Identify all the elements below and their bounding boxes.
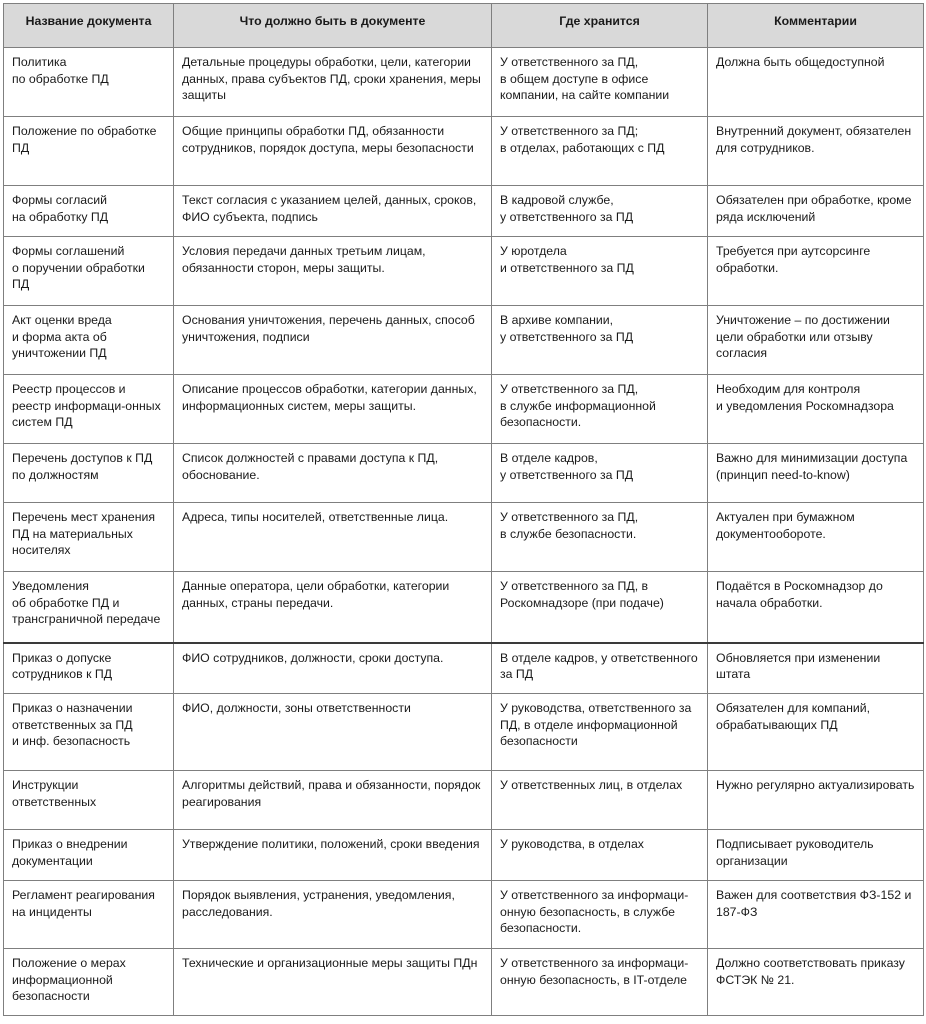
cell-document-name: Реестр процессов и реестр информаци-онных систем ПД [4, 375, 174, 444]
cell-document-content: ФИО, должности, зоны ответственности [174, 694, 492, 771]
cell-comment: Обновляется при изменении штата [708, 643, 924, 694]
cell-storage-location: У ответственного за ПД, в службе информационной безопасности. [492, 375, 708, 444]
cell-storage-location: В кадровой службе, у ответственного за ПД [492, 186, 708, 237]
cell-storage-location: У руководства, ответственного за ПД, в отделе информационной безопасности [492, 694, 708, 771]
table-row [4, 375, 924, 444]
cell-document-name: Приказ о допуске сотрудников к ПД [4, 643, 174, 694]
cell-storage-location: У ответственного за информаци-онную безопасность, в IT-отделе [492, 949, 708, 1016]
table-row [4, 949, 924, 1016]
cell-storage-location: В архиве компании, у ответственного за ПД [492, 306, 708, 375]
header-document-name: Название документа [4, 4, 174, 48]
table-header [4, 4, 924, 48]
cell-document-name: Положение о мерах информационной безопасности [4, 949, 174, 1016]
cell-document-name: Уведомления об обработке ПД и трансграничной передаче [4, 572, 174, 643]
cell-document-content: Адреса, типы носителей, ответственные лица. [174, 503, 492, 572]
cell-document-name: Акт оценки вреда и форма акта об уничтожении ПД [4, 306, 174, 375]
cell-document-name: Формы соглашений о поручении обработки ПД [4, 237, 174, 306]
cell-storage-location: У ответственного за ПД, в общем доступе в офисе компании, на сайте компании [492, 48, 708, 117]
cell-document-name: Инструкции ответственных [4, 771, 174, 830]
cell-document-content: Детальные процедуры обработки, цели, категории данных, права субъектов ПД, сроки хранения, меры защиты [174, 48, 492, 117]
cell-comment: Важен для соответствия ФЗ-152 и 187-ФЗ [708, 881, 924, 949]
cell-document-name: Регламент реагирования на инциденты [4, 881, 174, 949]
cell-document-content: Описание процессов обработки, категории данных, информационных систем, меры защиты. [174, 375, 492, 444]
table-row [4, 444, 924, 503]
cell-comment: Необходим для контроля и уведомления Роскомнадзора [708, 375, 924, 444]
cell-document-name: Приказ о внедрении документации [4, 830, 174, 881]
cell-comment: Должно соответствовать приказу ФСТЭК № 21. [708, 949, 924, 1016]
table-row [4, 306, 924, 375]
table-row [4, 830, 924, 881]
table-row [4, 237, 924, 306]
cell-document-content: Основания уничтожения, перечень данных, способ уничтожения, подписи [174, 306, 492, 375]
cell-storage-location: У ответственных лиц, в отделах [492, 771, 708, 830]
table-row [4, 503, 924, 572]
cell-storage-location: В отделе кадров, у ответственного за ПД [492, 643, 708, 694]
cell-comment: Подписывает руководитель организации [708, 830, 924, 881]
table-row [4, 771, 924, 830]
documents-table [3, 3, 924, 1016]
cell-storage-location: У юротдела и ответственного за ПД [492, 237, 708, 306]
cell-comment: Внутренний документ, обязателен для сотрудников. [708, 117, 924, 186]
cell-storage-location: У ответственного за ПД, в Роскомнадзоре (при подаче) [492, 572, 708, 643]
cell-comment: Обязателен при обработке, кроме ряда исключений [708, 186, 924, 237]
cell-comment: Важно для минимизации доступа (принцип need-to-know) [708, 444, 924, 503]
cell-comment: Требуется при аутсорсинге обработки. [708, 237, 924, 306]
table-row [4, 694, 924, 771]
cell-document-content: Данные оператора, цели обработки, категории данных, страны передачи. [174, 572, 492, 643]
table-body [4, 48, 924, 1016]
table-row [4, 643, 924, 694]
cell-document-name: Положение по обработке ПД [4, 117, 174, 186]
cell-document-content: Общие принципы обработки ПД, обязанности сотрудников, порядок доступа, меры безопасности [174, 117, 492, 186]
header-comments: Комментарии [708, 4, 924, 48]
cell-storage-location: У ответственного за ПД; в отделах, работающих с ПД [492, 117, 708, 186]
header-row [4, 4, 924, 48]
cell-storage-location: У руководства, в отделах [492, 830, 708, 881]
cell-document-content: Алгоритмы действий, права и обязанности, порядок реагирования [174, 771, 492, 830]
table-row [4, 881, 924, 949]
cell-document-name: Формы согласий на обработку ПД [4, 186, 174, 237]
cell-comment: Обязателен для компаний, обрабатывающих ПД [708, 694, 924, 771]
cell-document-name: Перечень доступов к ПД по должностям [4, 444, 174, 503]
cell-document-content: Список должностей с правами доступа к ПД, обоснование. [174, 444, 492, 503]
cell-document-content: Порядок выявления, устранения, уведомления, расследования. [174, 881, 492, 949]
cell-storage-location: У ответственного за ПД, в службе безопасности. [492, 503, 708, 572]
cell-comment: Уничтожение – по достижении цели обработки или отзыву согласия [708, 306, 924, 375]
table-row [4, 117, 924, 186]
cell-storage-location: В отделе кадров, у ответственного за ПД [492, 444, 708, 503]
cell-document-name: Политика по обработке ПД [4, 48, 174, 117]
cell-document-content: Технические и организационные меры защиты ПДн [174, 949, 492, 1016]
cell-document-name: Перечень мест хранения ПД на материальных носителях [4, 503, 174, 572]
table-row [4, 572, 924, 643]
header-storage-location: Где хранится [492, 4, 708, 48]
cell-document-content: Текст согласия с указанием целей, данных, сроков, ФИО субъекта, подпись [174, 186, 492, 237]
table-row [4, 48, 924, 117]
cell-document-content: Утверждение политики, положений, сроки введения [174, 830, 492, 881]
header-document-content: Что должно быть в документе [174, 4, 492, 48]
table-row [4, 186, 924, 237]
cell-comment: Должна быть общедоступной [708, 48, 924, 117]
cell-comment: Нужно регулярно актуализировать [708, 771, 924, 830]
cell-document-name: Приказ о назначении ответственных за ПД и инф. безопасность [4, 694, 174, 771]
cell-document-content: ФИО сотрудников, должности, сроки доступа. [174, 643, 492, 694]
cell-document-content: Условия передачи данных третьим лицам, обязанности сторон, меры защиты. [174, 237, 492, 306]
cell-comment: Актуален при бумажном документообороте. [708, 503, 924, 572]
cell-storage-location: У ответственного за информаци-онную безопасность, в службе безопасности. [492, 881, 708, 949]
cell-comment: Подаётся в Роскомнадзор до начала обработки. [708, 572, 924, 643]
